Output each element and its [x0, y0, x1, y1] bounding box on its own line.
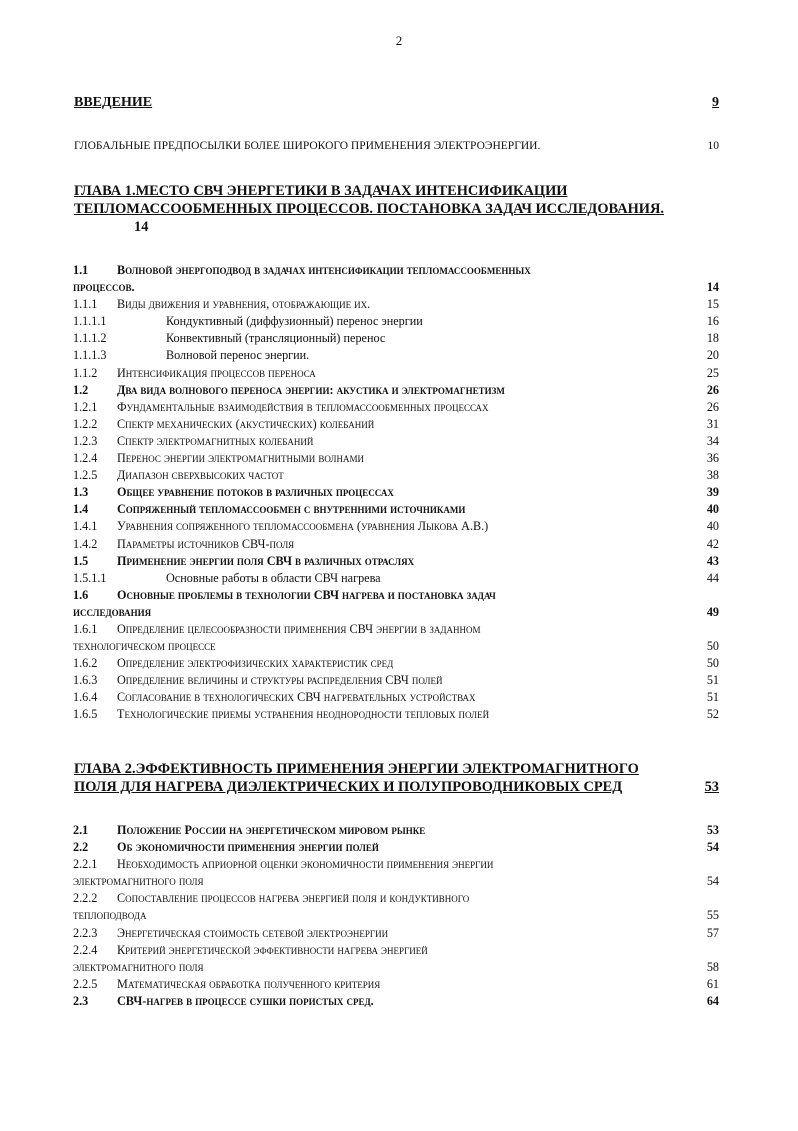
toc-entry-page: 43 — [706, 553, 719, 568]
toc-entry-number: 1.1.1.3 — [73, 348, 107, 363]
toc-chapter-2 — [73, 822, 719, 1010]
toc-entry-number: 2.3 — [73, 993, 89, 1008]
toc-entry-page: 20 — [706, 348, 719, 363]
toc-entry-number: 2.2.5 — [73, 976, 98, 991]
toc-entry-title: Энергетическая стоимость сетевой электроэнергии — [117, 925, 389, 940]
chapter-2-line1: ГЛАВА 2.ЭФФЕКТИВНОСТЬ ПРИМЕНЕНИЯ ЭНЕРГИИ ЭЛЕКТРОМАГНИТНОГО — [74, 761, 639, 777]
toc-intro[interactable] — [74, 95, 719, 111]
toc-entry-number: 1.1.1 — [73, 297, 98, 312]
toc-entry-number: 1.1.1.2 — [73, 331, 107, 346]
toc-entry[interactable] — [73, 621, 719, 638]
toc-entry[interactable] — [73, 433, 719, 450]
toc-entry-page: 15 — [706, 297, 719, 312]
toc-entry[interactable] — [73, 262, 719, 279]
toc-entry-number: 1.2.3 — [73, 433, 98, 448]
toc-entry-page: 58 — [706, 959, 719, 974]
toc-entry[interactable] — [73, 330, 719, 347]
toc-entry[interactable] — [73, 587, 719, 604]
toc-entry[interactable] — [73, 942, 719, 959]
toc-entry-number: 1.5.1.1 — [73, 570, 107, 585]
toc-entry-page: 55 — [706, 908, 719, 923]
toc-entry[interactable] — [73, 484, 719, 501]
chapter-1-heading[interactable] — [74, 182, 719, 236]
toc-entry-number: 1.4.2 — [73, 536, 98, 551]
toc-entry-title: Сопоставление процессов нагрева энергией поля и кондуктивного — [117, 891, 470, 906]
toc-entry-title: Технологические приемы устранения неоднородности тепловых полей — [117, 707, 490, 722]
toc-entry-title: Применение энергии поля СВЧ в различных отраслях — [117, 553, 415, 568]
chapter-1-page: 14 — [134, 219, 149, 235]
toc-entry-page: 52 — [706, 707, 719, 722]
toc-entry[interactable] — [73, 822, 719, 839]
toc-entry-title: Об экономичности применения энергии полей — [117, 840, 379, 855]
toc-entry-title: Положение России на энергетическом мировом рынке — [117, 823, 426, 837]
toc-entry-page: 44 — [706, 570, 719, 585]
toc-entry-title: Перенос энергии электромагнитными волнами — [117, 451, 365, 466]
toc-entry-number: 1.5 — [73, 553, 89, 568]
toc-entry[interactable] — [73, 365, 719, 382]
toc-entry-page: 40 — [706, 502, 719, 517]
toc-entry-title: Критерий энергетической эффективности нагрева энергией — [117, 942, 428, 957]
toc-entry[interactable] — [73, 873, 719, 890]
toc-entry-title: Спектр электромагнитных колебаний — [117, 433, 314, 448]
toc-entry[interactable] — [73, 890, 719, 907]
toc-entry-title: Определение целесообразности применения СВЧ энергии в заданном — [117, 621, 481, 636]
toc-entry[interactable] — [73, 536, 719, 553]
toc-entry-page: 14 — [706, 280, 719, 295]
toc-entry-page: 51 — [706, 690, 719, 705]
toc-entry-number: 1.6.3 — [73, 673, 98, 688]
toc-entry-title: Фундаментальные взаимодействия в тепломассообменных процессах — [117, 399, 489, 414]
toc-entry-title: Два вида волнового переноса энергии: акустика и электромагнетизм — [117, 382, 505, 397]
toc-entry-number: 1.2 — [73, 382, 89, 397]
toc-entry-number: 2.2.1 — [73, 857, 98, 872]
toc-entry[interactable] — [73, 976, 719, 993]
toc-entry-title: Математическая обработка полученного критерия — [117, 976, 381, 991]
toc-entry-number: 1.2.2 — [73, 416, 98, 431]
toc-entry[interactable] — [73, 518, 719, 535]
toc-entry-number: 1.6.2 — [73, 656, 98, 671]
toc-entry-number: 1.2.1 — [73, 399, 98, 414]
toc-entry-page: 18 — [706, 331, 719, 346]
toc-entry[interactable] — [73, 638, 719, 655]
toc-entry-title: Необходимость априорной оценки экономичности применения энергии — [117, 857, 494, 872]
toc-entry-page: 38 — [706, 468, 719, 483]
toc-global-page: 10 — [707, 140, 719, 152]
toc-entry-number: 2.2.4 — [73, 942, 98, 957]
toc-entry[interactable] — [73, 501, 719, 518]
toc-entry-title: Определение величины и структуры распределения СВЧ полей — [117, 673, 443, 688]
toc-entry-title: Общее уравнение потоков в различных процессах — [117, 485, 394, 500]
toc-entry-page: 51 — [706, 673, 719, 688]
toc-entry-title: Уравнения сопряженного тепломассообмена (уравнения Лыкова А.В.) — [117, 519, 489, 534]
toc-entry-title: Интенсификация процессов переноса — [117, 365, 316, 380]
toc-entry[interactable] — [73, 993, 719, 1010]
toc-entry-number: 1.2.5 — [73, 468, 98, 483]
toc-entry[interactable] — [73, 655, 719, 672]
toc-entry-title: Волновой энергоподвод в задачах интенсификации тепломассообменных — [117, 263, 531, 277]
toc-entry-number: 2.1 — [73, 823, 89, 837]
toc-entry-page: 42 — [706, 536, 719, 551]
page-number: 2 — [395, 33, 403, 48]
toc-entry[interactable] — [73, 416, 719, 433]
toc-entry-page: 54 — [706, 874, 719, 889]
toc-entry-page: 57 — [706, 925, 719, 940]
toc-entry-number: 1.6 — [73, 587, 89, 602]
toc-entry[interactable] — [73, 570, 719, 587]
toc-entry-number: 1.1.1.1 — [73, 314, 107, 329]
toc-entry-page: 61 — [706, 976, 719, 991]
toc-entry-page: 26 — [706, 399, 719, 414]
toc-entry-title: теплоподвода — [73, 908, 147, 923]
toc-entry[interactable] — [73, 296, 719, 313]
toc-entry-title: Определение электрофизических характеристик сред — [117, 656, 394, 671]
toc-entry[interactable] — [73, 907, 719, 924]
toc-entry-title: Виды движения и уравнения, отображающие их. — [117, 297, 371, 312]
toc-entry-number: 1.4.1 — [73, 519, 98, 534]
toc-entry-title: СВЧ-нагрев в процессе сушки пористых сред. — [117, 993, 374, 1008]
toc-entry-number: 1.2.4 — [73, 451, 98, 466]
chapter-1-line2: ТЕПЛОМАССООБМЕННЫХ ПРОЦЕССОВ. ПОСТАНОВКА ЗАДАЧ ИССЛЕДОВАНИЯ. — [74, 201, 664, 217]
toc-entry-page: 54 — [706, 840, 719, 855]
toc-entry-title: Согласование в технологических СВЧ нагревательных устройствах — [117, 690, 476, 705]
toc-entry-number: 1.1.2 — [73, 365, 98, 380]
chapter-2-line2: ПОЛЯ ДЛЯ НАГРЕВА ДИЭЛЕКТРИЧЕСКИХ И ПОЛУПРОВОДНИКОВЫХ СРЕД — [74, 779, 623, 795]
toc-entry-title: Основные работы в области СВЧ нагрева — [166, 570, 381, 585]
toc-entry-page: 50 — [706, 656, 719, 671]
toc-entry-page: 36 — [706, 451, 719, 466]
toc-entry[interactable] — [73, 959, 719, 976]
toc-entry[interactable] — [73, 467, 719, 484]
toc-entry-title: Конвективный (трансляционный) перенос — [166, 331, 386, 346]
toc-intro-page: 9 — [712, 95, 719, 110]
toc-entry-title: электромагнитного поля — [73, 874, 204, 889]
toc-entry-number: 1.3 — [73, 485, 89, 500]
toc-entry[interactable] — [73, 706, 719, 723]
toc-entry-page: 31 — [706, 416, 719, 431]
toc-entry-title: Диапазон сверхвысоких частот — [117, 468, 284, 483]
toc-entry-number: 2.2.3 — [73, 925, 98, 940]
toc-entry-title: Волновой перенос энергии. — [166, 348, 310, 363]
toc-entry-number: 1.6.4 — [73, 690, 98, 705]
toc-entry[interactable] — [73, 382, 719, 399]
toc-entry-page: 25 — [706, 365, 719, 380]
toc-entry[interactable] — [73, 279, 719, 296]
toc-entry-page: 39 — [706, 485, 719, 500]
toc-entry-title: электромагнитного поля — [73, 959, 204, 974]
toc-entry-title: исследования — [73, 604, 152, 619]
toc-entry[interactable] — [73, 604, 719, 621]
toc-entry-title: Сопряженный тепломассообмен с внутренними источниками — [117, 502, 466, 517]
toc-entry[interactable] — [73, 313, 719, 330]
toc-entry-page: 16 — [706, 314, 719, 329]
toc-entry[interactable] — [73, 672, 719, 689]
toc-entry-number: 1.4 — [73, 502, 89, 517]
toc-entry-page: 64 — [706, 993, 719, 1008]
toc-entry-page: 49 — [706, 604, 719, 619]
toc-entry-title: технологическом процессе — [73, 639, 216, 654]
toc-entry-title: Параметры источников СВЧ-поля — [117, 536, 295, 551]
toc-chapter-1 — [73, 262, 719, 724]
toc-entry-number: 1.6.5 — [73, 707, 98, 722]
chapter-2-heading[interactable] — [74, 760, 719, 796]
toc-entry-title: Кондуктивный (диффузионный) перенос энергии — [166, 314, 423, 329]
toc-entry[interactable] — [73, 856, 719, 873]
toc-entry[interactable] — [73, 450, 719, 467]
toc-entry-title: процессов. — [73, 280, 135, 295]
toc-entry-page: 40 — [706, 519, 719, 534]
toc-entry-number: 1.1 — [73, 263, 89, 277]
toc-entry-number: 2.2 — [73, 840, 89, 855]
toc-intro-title: ВВЕДЕНИЕ — [74, 95, 153, 110]
toc-entry[interactable] — [73, 839, 719, 856]
toc-entry-number: 1.6.1 — [73, 621, 98, 636]
toc-entry[interactable] — [73, 553, 719, 570]
toc-global[interactable] — [74, 140, 719, 152]
toc-global-title: ГЛОБАЛЬНЫЕ ПРЕДПОСЫЛКИ БОЛЕЕ ШИРОКОГО ПРИМЕНЕНИЯ ЭЛЕКТРОЭНЕРГИИ. — [74, 140, 541, 152]
toc-entry-page: 53 — [706, 823, 719, 837]
toc-entry-page: 26 — [706, 382, 719, 397]
chapter-2-page: 53 — [704, 779, 719, 795]
toc-entry-page: 50 — [706, 639, 719, 654]
toc-entry-title: Основные проблемы в технологии СВЧ нагрева и постановка задач — [117, 587, 496, 602]
toc-entry[interactable] — [73, 925, 719, 942]
toc-entry-number: 2.2.2 — [73, 891, 98, 906]
toc-entry[interactable] — [73, 399, 719, 416]
toc-entry[interactable] — [73, 347, 719, 364]
toc-entry-title: Спектр механических (акустических) колебаний — [117, 416, 375, 431]
toc-entry[interactable] — [73, 689, 719, 706]
chapter-1-line1: ГЛАВА 1.МЕСТО СВЧ ЭНЕРГЕТИКИ В ЗАДАЧАХ ИНТЕНСИФИКАЦИИ — [74, 183, 568, 199]
toc-entry-page: 34 — [706, 433, 719, 448]
